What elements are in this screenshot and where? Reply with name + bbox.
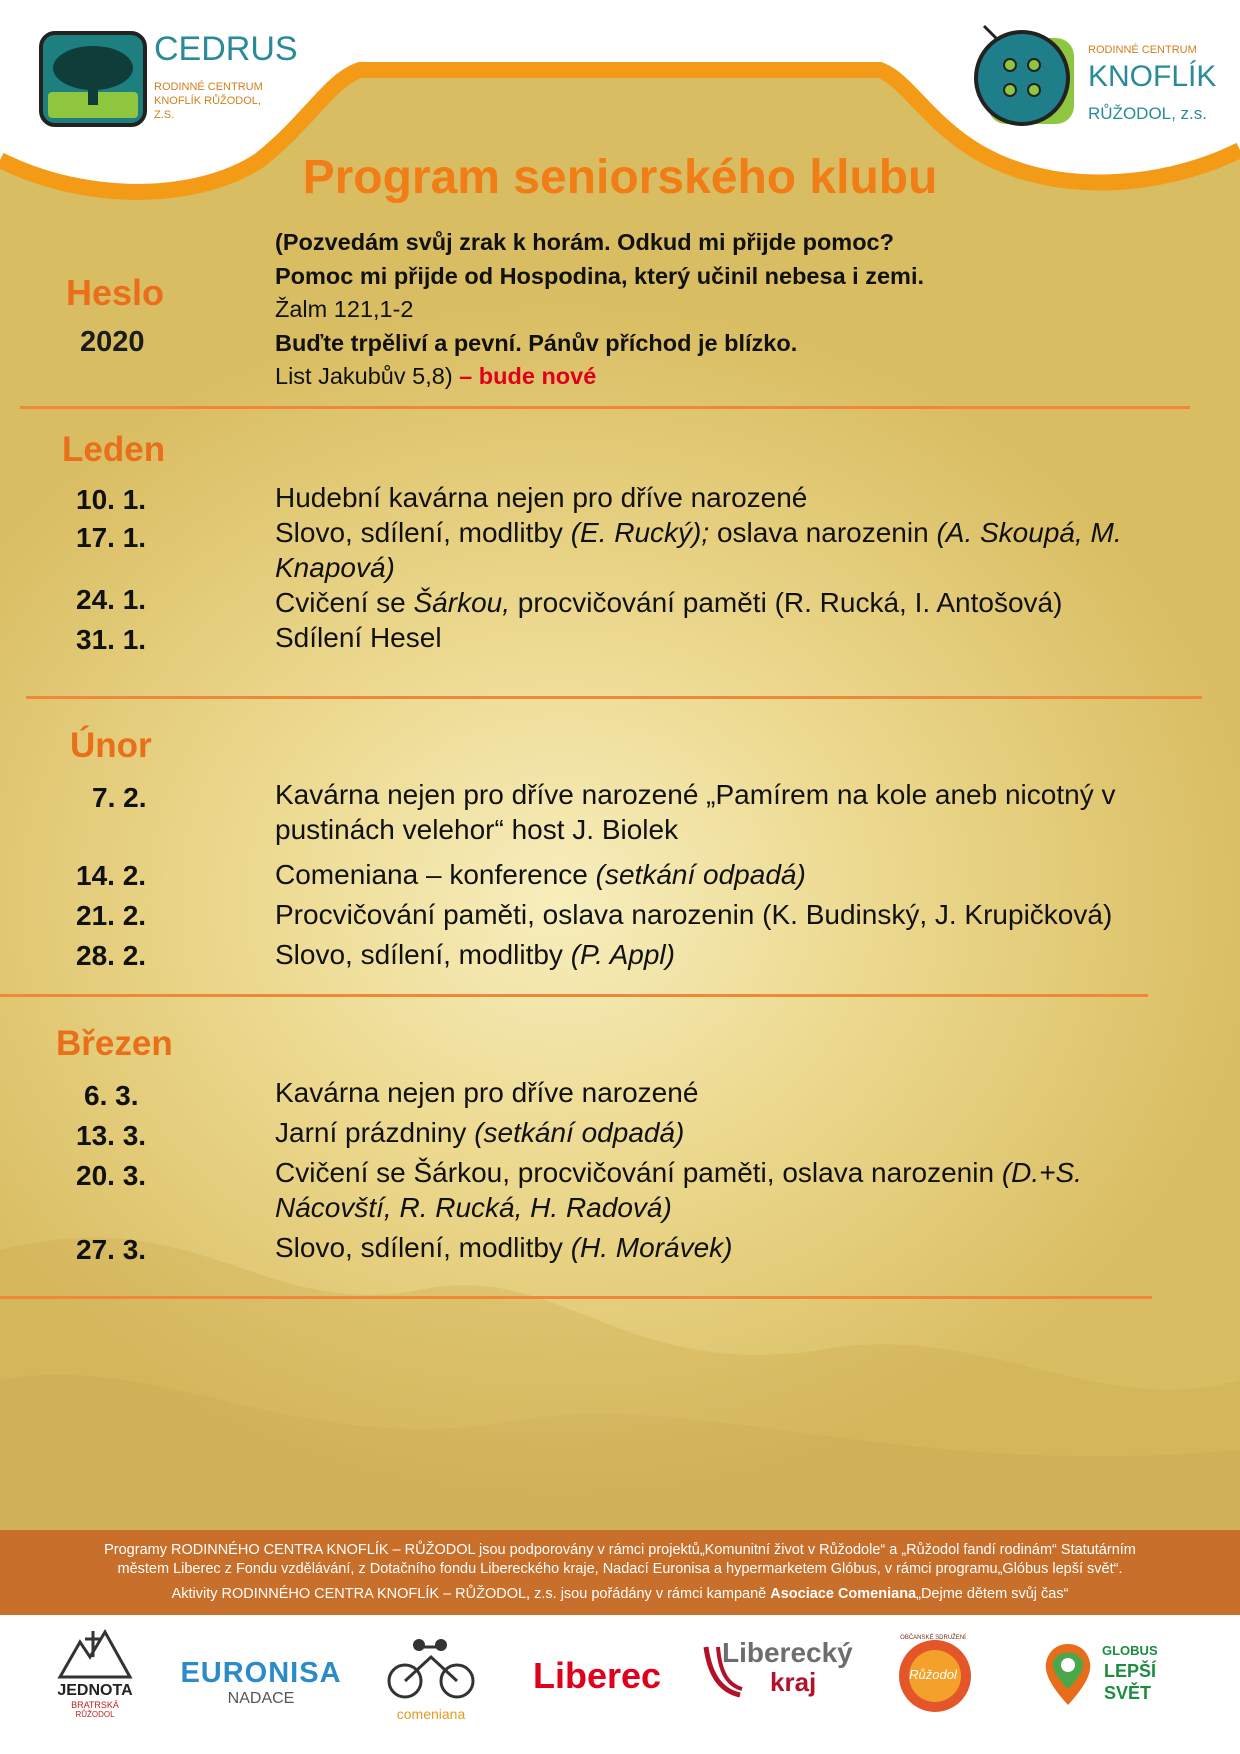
cedrus-logo: [38, 30, 298, 133]
footer-band: [0, 1530, 1240, 1615]
event-description: [275, 937, 1195, 972]
event-date: 17. 1.: [76, 522, 147, 553]
event-description: [275, 777, 1195, 847]
page-title: Program seniorského klubu: [302, 151, 938, 204]
cedrus-subtitle: RODINNÉ CENTRUM KNOFLÍK RŮŽODOL, Z.S.: [154, 81, 263, 121]
event-description: [275, 857, 1195, 892]
motto-line: Pomoc mi přijde od Hospodina, který učinil nebesa i zemi.: [275, 262, 925, 289]
event-description: [275, 897, 1195, 932]
event-note: (H. Morávek): [570, 1232, 733, 1263]
motto-line: [275, 360, 924, 394]
comeniana-logo: comeniana: [376, 1637, 486, 1722]
event-text: Sdílení Hesel: [275, 622, 442, 653]
event-text: Slovo, sdílení, modlitby: [275, 939, 571, 970]
motto-line: Buďte trpěliví a pevní. Pánův příchod je blízko.: [275, 329, 798, 356]
liberec-logo: Liberec: [532, 1655, 662, 1696]
event-note: (E. Rucký);: [570, 517, 710, 548]
footer-line: Aktivity RODINNÉHO CENTRA KNOFLÍK – RŮŽODOL, z.s. jsou pořádány v rámci kampaně Asociace Comeniana„Dejme dětem svůj čas“: [171, 1586, 1069, 1602]
event-date: 28. 2.: [76, 940, 147, 971]
event-note: (D.+S. Nácovští, R. Rucká, H. Radová): [275, 1157, 1082, 1223]
jednota-logo: JEDNOTA BRATRSKÁ RŮŽODOL: [40, 1627, 150, 1719]
event-date: 20. 3.: [76, 1160, 147, 1191]
knoflik-subtitle: RŮŽODOL, z.s.: [1088, 104, 1208, 123]
event-description: [275, 620, 1195, 655]
event-text: oslava narozenin: [709, 517, 937, 548]
event-note: (setkání odpadá): [474, 1117, 685, 1148]
event-note: (P. Appl): [570, 939, 675, 970]
event-description: [275, 1075, 1195, 1110]
event-date: 6. 3.: [84, 1080, 139, 1111]
event-date: 24. 1.: [76, 584, 147, 615]
month-heading: Únor: [70, 726, 152, 765]
event-text: Jarní prázdniny: [275, 1117, 475, 1148]
motto-line: Žalm 121,1-2: [275, 296, 414, 322]
motto-line: (Pozvedám svůj zrak k horám. Odkud mi přijde pomoc?: [275, 229, 894, 255]
event-text: Hudební kavárna nejen pro dříve narozené: [275, 482, 808, 513]
knoflik-name: KNOFLÍK: [1088, 60, 1217, 93]
motto-text: [275, 226, 924, 394]
month-heading: Leden: [62, 430, 166, 469]
event-text: Procvičování paměti, oslava narozenin (K. Budinský, J. Krupičková): [275, 899, 1113, 930]
knoflik-top: RODINNÉ CENTRUM: [1088, 44, 1197, 56]
motto-reference: List Jakubův 5,8): [275, 363, 453, 389]
motto-update-note: – bude nové: [452, 363, 597, 389]
event-text: Comeniana – konference: [275, 859, 596, 890]
motto-label: Heslo: [66, 272, 165, 313]
motto-year: 2020: [80, 326, 145, 358]
event-date: 13. 3.: [76, 1120, 147, 1151]
cedrus-name: CEDRUS: [154, 30, 298, 68]
event-description: [275, 1155, 1195, 1225]
footer-bold: Asociace Comeniana: [770, 1586, 917, 1602]
divider: [0, 994, 1148, 997]
event-text: Slovo, sdílení, modlitby: [275, 1232, 571, 1263]
divider: [20, 406, 1190, 409]
event-text: Cvičení se Šárkou, procvičování paměti, oslava narozenin: [275, 1157, 1002, 1188]
knoflik-logo: [970, 20, 1217, 135]
event-text: procvičování paměti (R. Rucká, I. Antošová): [510, 587, 1063, 618]
event-text: Slovo, sdílení, modlitby: [275, 517, 571, 548]
ruzodol-logo: Růžodol OBČANSKÉ SDRUŽENÍ: [890, 1633, 980, 1724]
event-date: 21. 2.: [76, 900, 147, 931]
footer-line: Programy RODINNÉHO CENTRA KNOFLÍK – RŮŽODOL jsou podporovány v rámci projektů„Komunitní život v Růžodole“ a „Růžodol fandí rodinám“ Statutárním: [104, 1542, 1136, 1558]
sponsor-logos: JEDNOTA BRATRSKÁ RŮŽODOL EURONISA NADACE comeniana Liberec Liberecký kraj Růžodol OBČANSKÉ SDRUŽENÍ GLOBUS LEPŠÍ SVĚT: [0, 1615, 1240, 1754]
euronisa-logo: EURONISA NADACE: [180, 1657, 342, 1707]
footer-line: městem Liberec z Fondu vzdělávání, z Dotačního fondu Libereckého kraje, Nadací Euronisa a hypermarketem Glóbus, v rámci programu„Glóbus lepší svět“.: [117, 1561, 1123, 1577]
divider: [0, 1296, 1152, 1299]
event-text: Kavárna nejen pro dříve narozené: [275, 1077, 699, 1108]
event-text: Kavárna nejen pro dříve narozené „Pamírem na kole aneb nicotný v pustinách velehor“ host J. Biolek: [275, 779, 1116, 845]
event-description: [275, 1230, 1195, 1265]
event-note: Šárkou,: [413, 587, 510, 618]
event-date: 31. 1.: [76, 624, 147, 655]
event-date: 14. 2.: [76, 860, 147, 891]
event-description: [275, 480, 1195, 515]
event-description: [275, 1115, 1195, 1150]
event-description: [275, 515, 1195, 585]
event-date: 7. 2.: [92, 782, 147, 813]
divider: [26, 696, 1202, 699]
event-text: Cvičení se: [275, 587, 414, 618]
event-description: [275, 585, 1195, 620]
event-note: (setkání odpadá): [595, 859, 806, 890]
event-date: 27. 3.: [76, 1234, 147, 1265]
event-date: 10. 1.: [76, 484, 147, 515]
event-note: (A. Skoupá, M. Knapová): [275, 517, 1122, 583]
month-heading: Březen: [56, 1024, 173, 1063]
